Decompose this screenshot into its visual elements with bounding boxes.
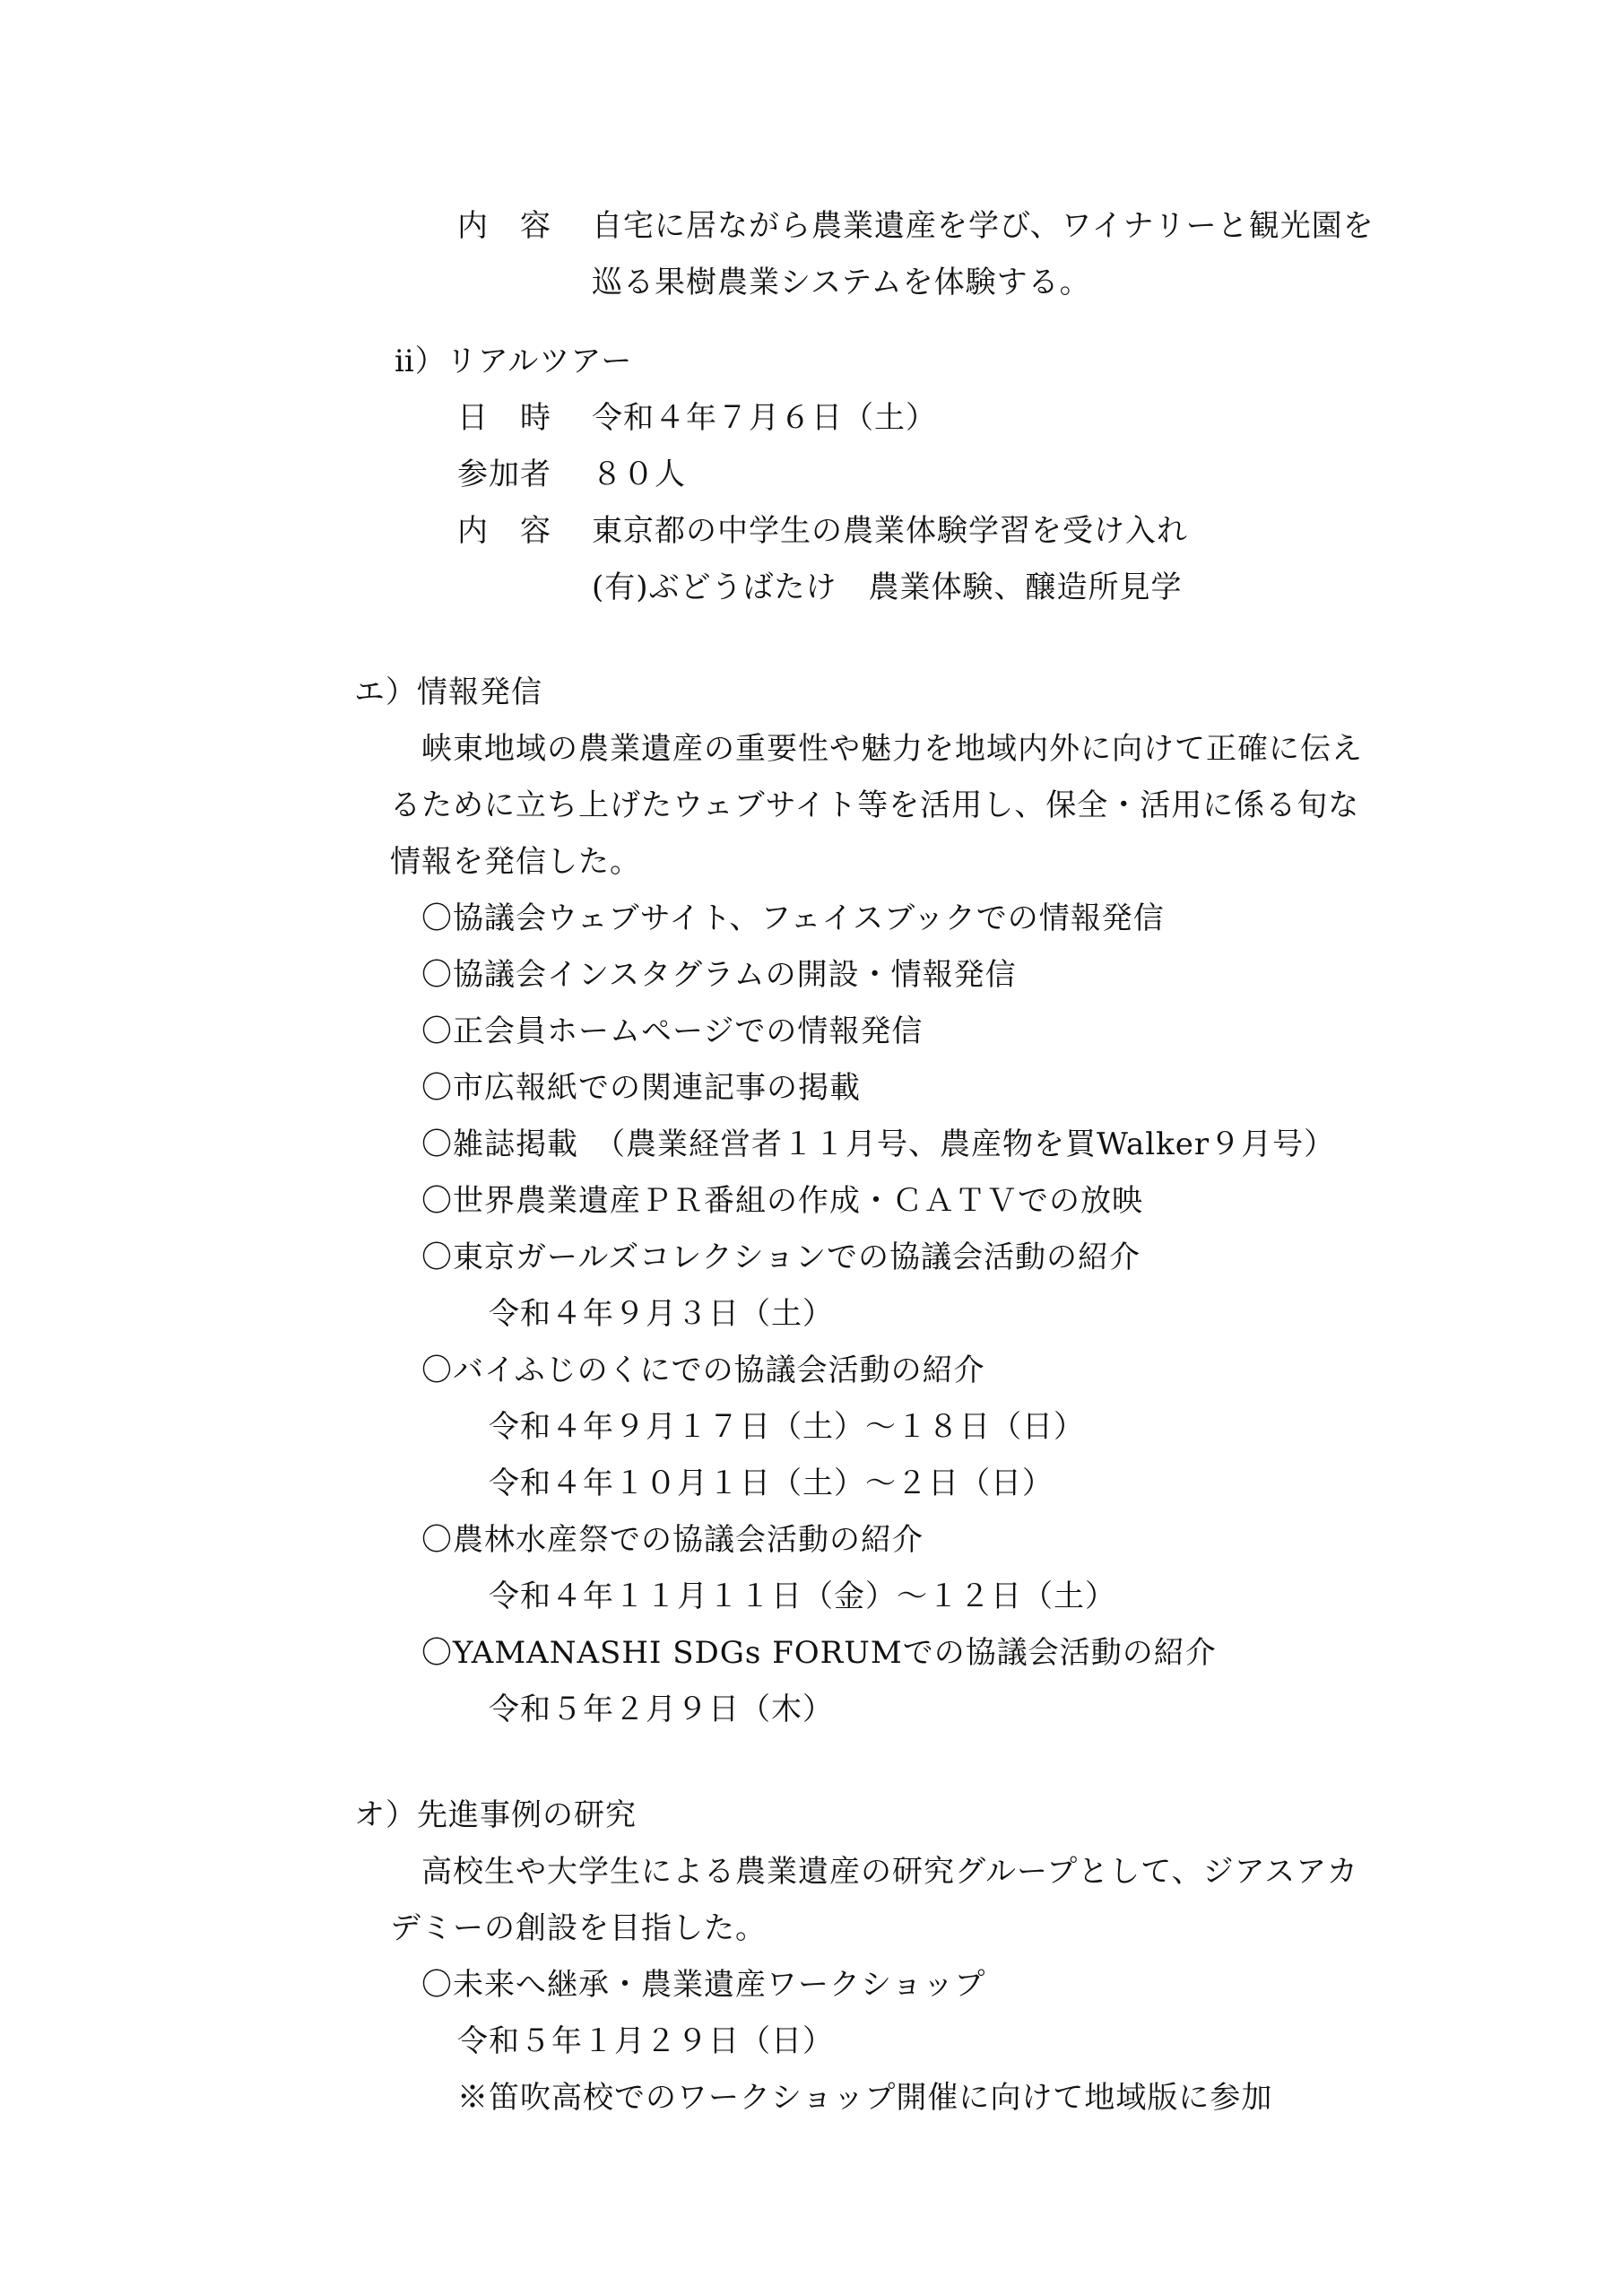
section-e-item-date: 令和４年１１月１１日（金）～１２日（土） bbox=[489, 1578, 1116, 1614]
section-e-body-line3: 情報を発信した。 bbox=[390, 844, 641, 880]
section-e-item: 〇協議会ウェブサイト、フェイスブックでの情報発信 bbox=[421, 900, 1165, 936]
section-o-heading: オ）先進事例の研究 bbox=[354, 1797, 637, 1833]
online-tour-content-line2: 巡る果樹農業システムを体験する。 bbox=[592, 265, 1091, 300]
real-tour-date-value: 令和４年７月６日（土） bbox=[592, 400, 937, 436]
real-tour-participants-value: ８０人 bbox=[592, 457, 686, 492]
real-tour-participants bbox=[457, 457, 686, 492]
real-tour-heading: ⅱ）リアルツアー bbox=[395, 344, 633, 379]
section-e-item: 〇協議会インスタグラムの開設・情報発信 bbox=[421, 957, 1017, 993]
real-tour-date-label: 日 時 bbox=[457, 400, 551, 436]
section-e-item: 〇雑誌掲載 （農業経営者１１月号、農産物を買Walker９月号） bbox=[421, 1126, 1336, 1162]
section-o-item-note: ※笛吹高校でのワークショップ開催に向けて地域版に参加 bbox=[457, 2080, 1273, 2116]
section-e-item: 〇農林水産祭での協議会活動の紹介 bbox=[421, 1522, 924, 1558]
online-tour-content-label: 内 容 bbox=[457, 208, 551, 244]
section-e-item-date: 令和４年９月３日（土） bbox=[489, 1296, 834, 1332]
section-e-item: 〇世界農業遺産ＰＲ番組の作成・ＣＡＴＶでの放映 bbox=[421, 1183, 1143, 1219]
section-e-item: 〇正会員ホームページでの情報発信 bbox=[421, 1013, 924, 1049]
section-e-item: 〇市広報紙での関連記事の掲載 bbox=[421, 1070, 861, 1106]
real-tour-content-line2: (有)ぶどうばたけ 農業体験、醸造所見学 bbox=[592, 570, 1183, 605]
real-tour-content bbox=[457, 513, 1188, 549]
online-tour-content-line1: 自宅に居ながら農業遺産を学び、ワイナリーと観光園を bbox=[592, 208, 1375, 244]
section-e-item: 〇バイふじのくにでの協議会活動の紹介 bbox=[421, 1352, 985, 1388]
section-e-heading: エ）情報発信 bbox=[354, 674, 542, 710]
section-e-item-date: 令和４年１０月１日（土）～２日（日） bbox=[489, 1465, 1054, 1501]
section-e-item: 〇YAMANASHI SDGs FORUMでの協議会活動の紹介 bbox=[421, 1635, 1217, 1671]
real-tour-date bbox=[457, 400, 937, 436]
real-tour-content-label: 内 容 bbox=[457, 513, 551, 549]
section-o-item-date: 令和５年１月２９日（日） bbox=[457, 2023, 834, 2059]
section-e-item-date: 令和４年９月１７日（土）～１８日（日） bbox=[489, 1409, 1085, 1445]
section-o-item-title: 〇未来へ継承・農業遺産ワークショップ bbox=[421, 1967, 986, 2003]
section-e-body-line2: るために立ち上げたウェブサイト等を活用し、保全・活用に係る旬な bbox=[390, 787, 1360, 823]
section-o-body-line1: 高校生や大学生による農業遺産の研究グループとして、ジアスアカ bbox=[421, 1854, 1358, 1890]
section-o-body-line2: デミーの創設を目指した。 bbox=[390, 1910, 767, 1946]
real-tour-content-line1: 東京都の中学生の農業体験学習を受け入れ bbox=[592, 513, 1188, 549]
section-e-body-line1: 峡東地域の農業遺産の重要性や魅力を地域内外に向けて正確に伝え bbox=[421, 731, 1363, 767]
online-tour-content bbox=[457, 208, 1375, 244]
real-tour-participants-label: 参加者 bbox=[457, 457, 551, 492]
section-e-item-date: 令和５年２月９日（木） bbox=[489, 1692, 834, 1727]
section-e-item: 〇東京ガールズコレクションでの協議会活動の紹介 bbox=[421, 1239, 1141, 1275]
